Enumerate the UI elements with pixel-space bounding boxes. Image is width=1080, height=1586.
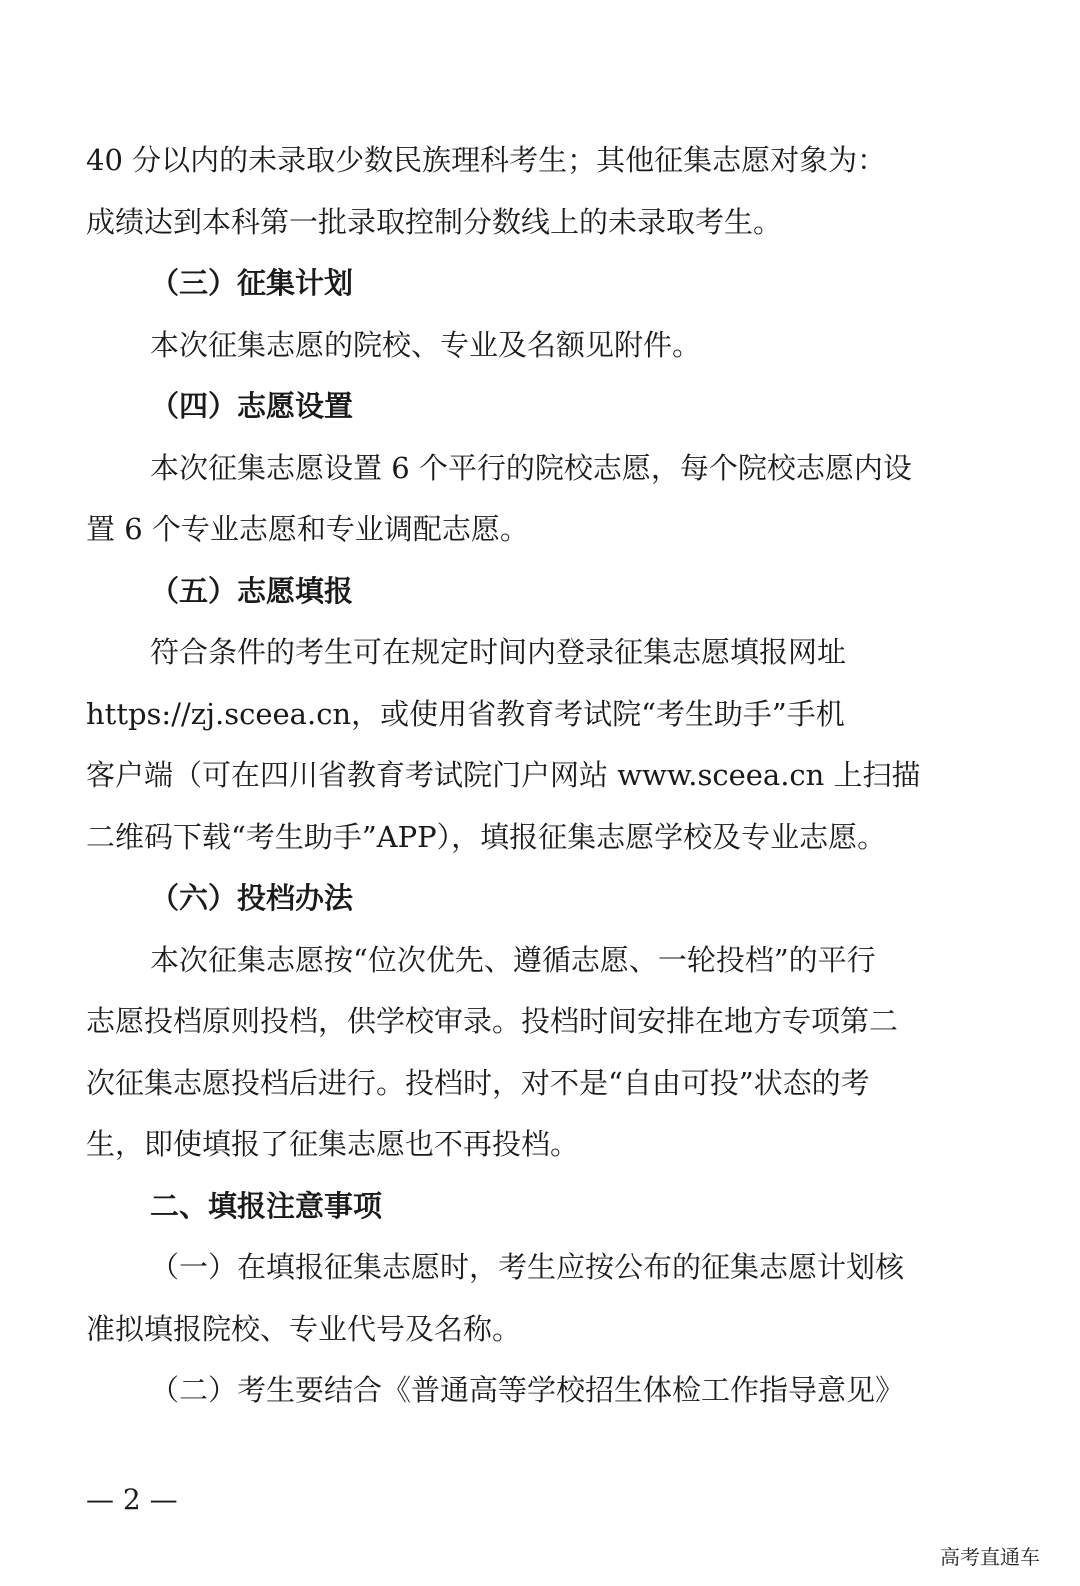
section-heading: 二、填报注意事项 <box>150 1188 383 1223</box>
paragraph-start-line: 本次征集志愿的院校、专业及名额见附件。 <box>150 327 702 362</box>
body-line: 准拟填报院校、专业代号及名称。 <box>86 1311 522 1346</box>
section-subheading: （三）征集计划 <box>150 266 354 300</box>
body-line: 客户端（可在四川省教育考试院门户网站 www.sceea.cn 上扫描 <box>86 758 921 792</box>
section-subheading: （五）志愿填报 <box>150 573 354 608</box>
watermark-text: 高考直通车 <box>940 1545 1040 1569</box>
body-line: 置 6 个专业志愿和专业调配志愿。 <box>86 512 529 546</box>
document-body <box>86 130 994 1422</box>
body-line: 生，即使填报了征集志愿也不再投档。 <box>86 1127 580 1161</box>
body-line: 40 分以内的未录取少数民族理科考生；其他征集志愿对象为： <box>86 143 887 177</box>
body-line: https://zj.sceea.cn，或使用省教育考试院“考生助手”手机 <box>86 696 845 731</box>
paragraph-start-line: 本次征集志愿设置 6 个平行的院校志愿，每个院校志愿内设 <box>150 450 912 485</box>
body-line: 志愿投档原则投档，供学校审录。投档时间安排在地方专项第二 <box>86 1004 899 1038</box>
paragraph-start-line: 本次征集志愿按“位次优先、遵循志愿、一轮投档”的平行 <box>150 942 876 977</box>
section-subheading: （六）投档办法 <box>150 881 354 915</box>
paragraph-start-line: 符合条件的考生可在规定时间内登录征集志愿填报网址 <box>150 635 847 669</box>
body-line: 二维码下载“考生助手”APP），填报征集志愿学校及专业志愿。 <box>86 819 887 854</box>
body-line: 成绩达到本科第一批录取控制分数线上的未录取考生。 <box>86 204 783 239</box>
paragraph-start-line: （二）考生要结合《普通高等学校招生体检工作指导意见》 <box>150 1373 905 1407</box>
section-subheading: （四）志愿设置 <box>150 389 354 423</box>
paragraph-start-line: （一）在填报征集志愿时，考生应按公布的征集志愿计划核 <box>150 1250 905 1284</box>
page-number: — 2 — <box>86 1483 178 1516</box>
body-line: 次征集志愿投档后进行。投档时，对不是“自由可投”状态的考 <box>86 1065 870 1100</box>
